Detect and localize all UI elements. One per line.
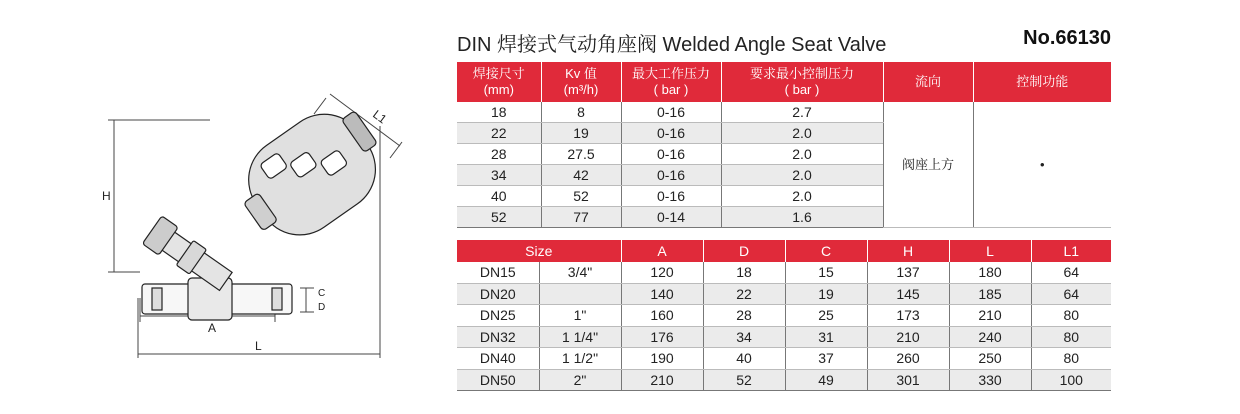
valve-body: [142, 93, 399, 320]
dimensions-table: [457, 240, 1111, 391]
label-d: D: [318, 302, 326, 313]
table-cell: DN20: [457, 283, 539, 305]
spec-table: [457, 62, 1111, 228]
table-row: [457, 305, 1111, 327]
dims-col-l1: L1: [1031, 240, 1111, 262]
table-cell: 49: [785, 369, 867, 391]
page-title: DIN 焊接式气动角座阀 Welded Angle Seat Valve: [457, 34, 887, 56]
table-cell: 2.0: [721, 144, 883, 165]
spec-col-kv: [541, 62, 621, 102]
table-cell: 0-16: [621, 123, 721, 144]
spec-col-weld-size: [457, 62, 541, 102]
table-cell: 64: [1031, 283, 1111, 305]
dims-col-size: Size: [457, 240, 621, 262]
table-cell: 40: [457, 186, 541, 207]
dims-col-c: C: [785, 240, 867, 262]
table-cell: 52: [541, 186, 621, 207]
label-h: H: [102, 189, 111, 203]
table-cell: 28: [703, 305, 785, 327]
table-cell: 0-14: [621, 207, 721, 228]
table-cell: 80: [1031, 348, 1111, 370]
table-cell: 52: [703, 369, 785, 391]
table-cell: 80: [1031, 326, 1111, 348]
table-cell: 330: [949, 369, 1031, 391]
spec-header-label: 流向: [914, 74, 941, 89]
table-cell: 2": [539, 369, 621, 391]
table-cell: 173: [867, 305, 949, 327]
table-cell: 1 1/4": [539, 326, 621, 348]
table-cell: [539, 283, 621, 305]
table-cell: 176: [621, 326, 703, 348]
spec-header-label: 最大工作压力 ( bar ): [631, 66, 710, 97]
table-cell: DN15: [457, 262, 539, 283]
dims-col-h: H: [867, 240, 949, 262]
label-l1: L1: [370, 107, 390, 127]
table-cell: 301: [867, 369, 949, 391]
table-cell: 210: [867, 326, 949, 348]
spec-header-label: 控制功能: [1016, 74, 1069, 89]
dims-col-a: A: [621, 240, 703, 262]
table-cell: 120: [621, 262, 703, 283]
table-row: [457, 283, 1111, 305]
table-cell: 180: [949, 262, 1031, 283]
table-cell: 250: [949, 348, 1031, 370]
table-cell: 210: [621, 369, 703, 391]
table-cell: 25: [785, 305, 867, 327]
label-c: C: [318, 288, 326, 299]
table-cell: 240: [949, 326, 1031, 348]
table-cell: 34: [703, 326, 785, 348]
spec-header-label: Kv 值 (m³/h): [563, 66, 599, 97]
spec-col-control-function: [973, 62, 1111, 102]
table-cell: 210: [949, 305, 1031, 327]
table-cell: 18: [457, 102, 541, 123]
table-cell: 0-16: [621, 186, 721, 207]
label-l: L: [255, 339, 262, 353]
table-cell: 190: [621, 348, 703, 370]
table-row: [457, 262, 1111, 283]
table-cell: 15: [785, 262, 867, 283]
table-cell: 8: [541, 102, 621, 123]
table-cell: DN32: [457, 326, 539, 348]
table-row: [457, 369, 1111, 391]
table-cell: 28: [457, 144, 541, 165]
table-cell: 0-16: [621, 144, 721, 165]
valve-drawing: [100, 86, 430, 376]
table-row: [457, 326, 1111, 348]
table-cell: 19: [541, 123, 621, 144]
table-cell: DN25: [457, 305, 539, 327]
table-cell: 2.7: [721, 102, 883, 123]
table-cell: 19: [785, 283, 867, 305]
table-cell: 34: [457, 165, 541, 186]
table-cell: 140: [621, 283, 703, 305]
table-cell: 37: [785, 348, 867, 370]
table-row: [457, 102, 1111, 123]
table-cell: 137: [867, 262, 949, 283]
table-cell: DN40: [457, 348, 539, 370]
table-row: [457, 348, 1111, 370]
model-number: No.66130: [1023, 27, 1111, 49]
table-cell: 40: [703, 348, 785, 370]
control-function-cell: •: [973, 102, 1111, 228]
table-cell: 64: [1031, 262, 1111, 283]
table-cell: 100: [1031, 369, 1111, 391]
table-cell: 31: [785, 326, 867, 348]
table-cell: 185: [949, 283, 1031, 305]
table-cell: 2.0: [721, 165, 883, 186]
dims-col-d: D: [703, 240, 785, 262]
actuator-housing: [232, 98, 392, 252]
table-cell: 18: [703, 262, 785, 283]
flow-direction-cell: 阀座上方: [883, 102, 973, 228]
label-a: A: [208, 321, 217, 335]
table-cell: 2.0: [721, 186, 883, 207]
table-cell: 260: [867, 348, 949, 370]
table-cell: DN50: [457, 369, 539, 391]
table-cell: 22: [703, 283, 785, 305]
dims-header-row: [457, 240, 1111, 262]
spec-col-min-control-pressure: [721, 62, 883, 102]
table-cell: 1": [539, 305, 621, 327]
spec-header-label: 焊接尺寸 (mm): [472, 66, 525, 97]
table-cell: 22: [457, 123, 541, 144]
spec-col-max-pressure: [621, 62, 721, 102]
page-header: [457, 26, 1111, 56]
table-cell: 160: [621, 305, 703, 327]
table-cell: 1.6: [721, 207, 883, 228]
table-cell: 0-16: [621, 102, 721, 123]
table-cell: 0-16: [621, 165, 721, 186]
spec-header-row: [457, 62, 1111, 102]
table-cell: 27.5: [541, 144, 621, 165]
table-cell: 52: [457, 207, 541, 228]
dims-col-l: L: [949, 240, 1031, 262]
spec-col-flow-direction: [883, 62, 973, 102]
table-cell: 42: [541, 165, 621, 186]
table-cell: 1 1/2": [539, 348, 621, 370]
table-cell: 3/4": [539, 262, 621, 283]
table-cell: 145: [867, 283, 949, 305]
table-cell: 2.0: [721, 123, 883, 144]
spec-header-label: 要求最小控制压力 ( bar ): [749, 66, 854, 97]
table-cell: 77: [541, 207, 621, 228]
table-cell: 80: [1031, 305, 1111, 327]
